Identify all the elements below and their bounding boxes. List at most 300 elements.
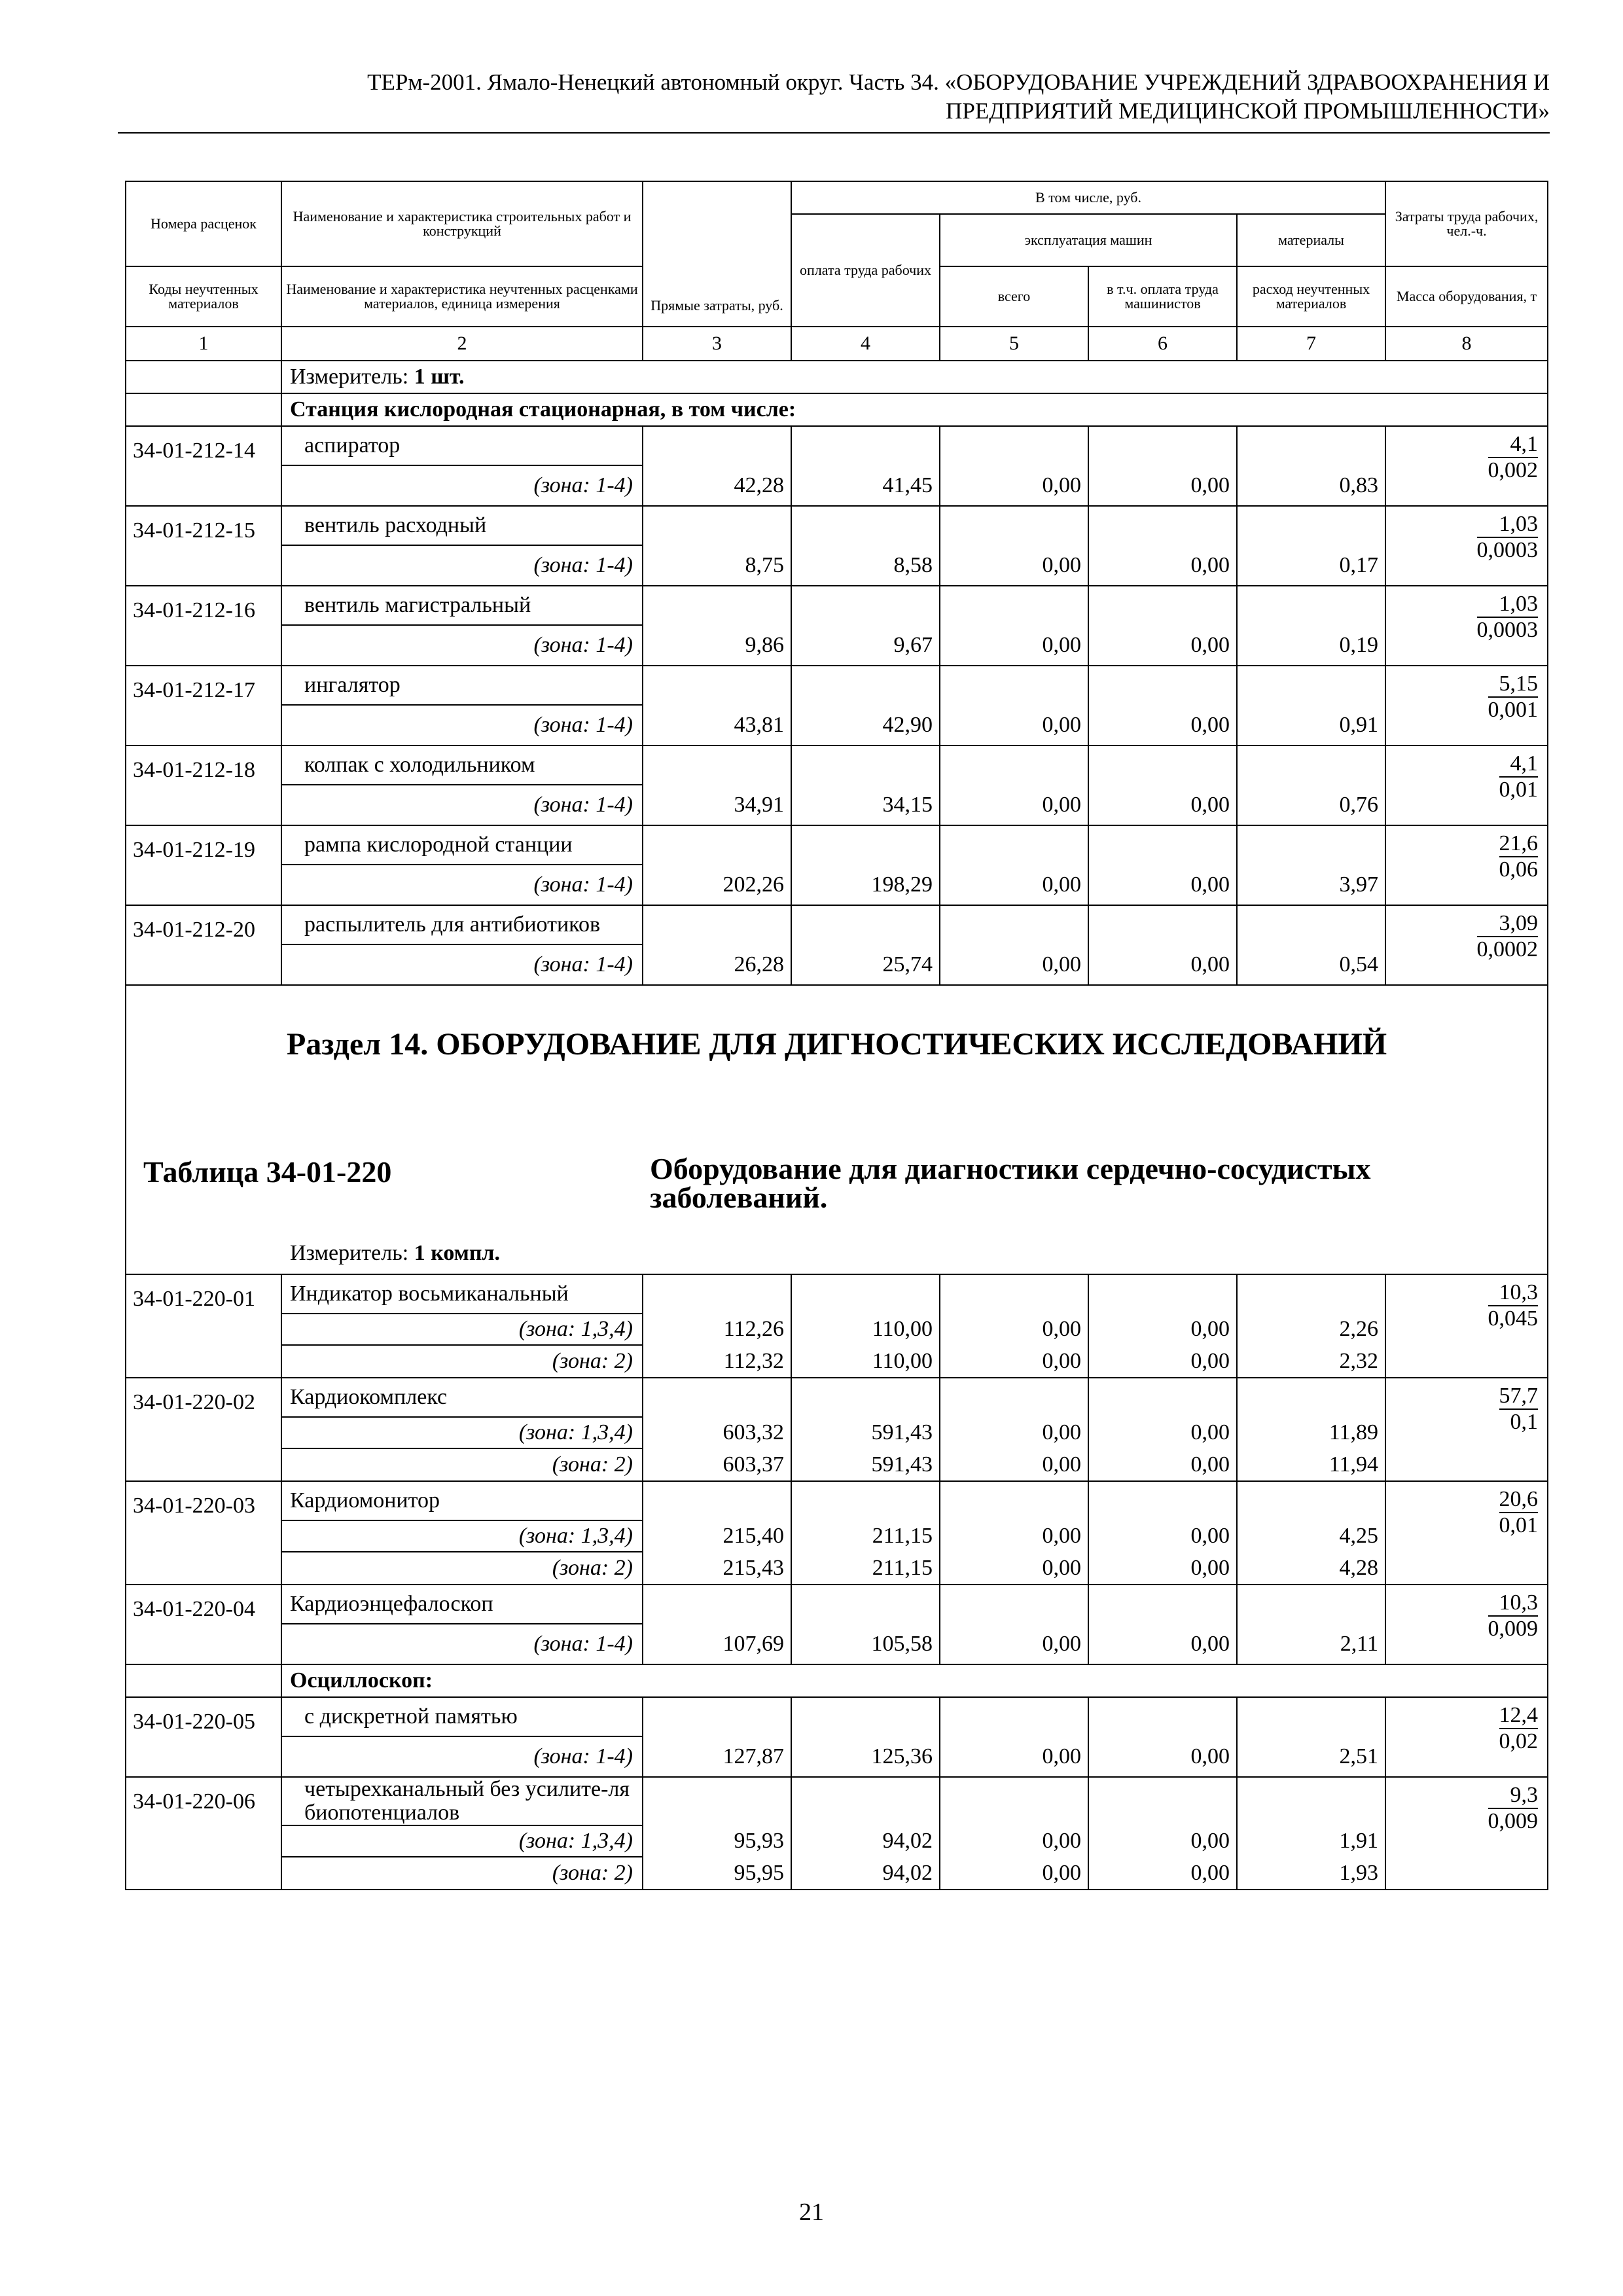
value-v6: 0,00	[1088, 1448, 1237, 1481]
mass-value: 0,045	[1488, 1306, 1539, 1331]
empty-cell	[940, 586, 1088, 625]
value-v3: 215,43	[643, 1552, 791, 1585]
labor-mass-cell	[1385, 825, 1548, 905]
value-v3: 603,32	[643, 1417, 791, 1448]
value-v4: 125,36	[791, 1736, 940, 1777]
table-number: Таблица 34-01-220	[143, 1155, 392, 1189]
empty-cell	[1237, 1481, 1385, 1520]
zone-label: (зона: 1,3,4)	[281, 1417, 643, 1448]
value-v4: 211,15	[791, 1520, 940, 1552]
col-header-2a: Наименование и характеристика строительных работ и конструкций	[281, 181, 643, 266]
group-row	[126, 393, 1548, 426]
zone-label: (зона: 1-4)	[281, 705, 643, 745]
value-v5: 0,00	[940, 1448, 1088, 1481]
zone-label: (зона: 1-4)	[281, 944, 643, 985]
col-header-7: расход неучтенных материалов	[1237, 266, 1385, 327]
labor-value: 3,09	[1499, 911, 1539, 935]
mass-value: 0,009	[1488, 1809, 1539, 1833]
value-v7: 3,97	[1237, 865, 1385, 905]
rate-code: 34-01-212-16	[126, 586, 281, 666]
rate-name: с дискретной памятью	[281, 1697, 643, 1736]
zone-row	[126, 1857, 1548, 1890]
value-v4: 42,90	[791, 705, 940, 745]
col-number: 7	[1237, 327, 1385, 361]
empty-cell	[1088, 666, 1237, 705]
value-v3: 107,69	[643, 1624, 791, 1664]
labor-mass-fraction	[1477, 592, 1539, 643]
mass-value: 0,01	[1499, 778, 1539, 802]
rate-code: 34-01-212-17	[126, 666, 281, 745]
rate-row	[126, 506, 1548, 545]
value-v4: 591,43	[791, 1417, 940, 1448]
rate-name: аспиратор	[281, 426, 643, 465]
empty-cell	[643, 1585, 791, 1624]
value-v3: 8,75	[643, 545, 791, 586]
group-title: Станция кислородная стационарная, в том числе:	[281, 393, 1548, 426]
col-header-incl: В том числе, руб.	[791, 181, 1385, 214]
labor-mass-cell	[1385, 905, 1548, 985]
empty-cell	[940, 426, 1088, 465]
empty-cell	[791, 586, 940, 625]
value-v7: 0,17	[1237, 545, 1385, 586]
rate-code: 34-01-220-04	[126, 1585, 281, 1664]
labor-mass-cell	[1385, 586, 1548, 666]
value-v6: 0,00	[1088, 1857, 1237, 1890]
empty-cell	[791, 1697, 940, 1736]
col-header-1b: Коды неучтенных материалов	[126, 266, 281, 327]
page-number: 21	[799, 2198, 824, 2226]
value-v3: 215,40	[643, 1520, 791, 1552]
empty-cell	[940, 666, 1088, 705]
meter-value: 1 шт.	[414, 365, 465, 389]
value-v7: 0,54	[1237, 944, 1385, 985]
rate-name: вентиль магистральный	[281, 586, 643, 625]
labor-mass-fraction	[1488, 1783, 1539, 1834]
value-v3: 42,28	[643, 465, 791, 506]
rate-row	[126, 1697, 1548, 1736]
rate-code: 34-01-212-18	[126, 745, 281, 825]
value-v7: 2,51	[1237, 1736, 1385, 1777]
labor-value: 20,6	[1499, 1487, 1539, 1511]
col-header-1a: Номера расценок	[126, 181, 281, 266]
zone-row	[126, 865, 1548, 905]
empty-cell	[940, 905, 1088, 944]
col-header-5: всего	[940, 266, 1088, 327]
value-v6: 0,00	[1088, 1736, 1237, 1777]
col-header-labor: Затраты труда рабочих, чел.-ч.	[1385, 181, 1548, 266]
value-v4: 34,15	[791, 785, 940, 825]
value-v7: 4,25	[1237, 1520, 1385, 1552]
value-v6: 0,00	[1088, 1314, 1237, 1345]
empty-cell	[791, 905, 940, 944]
empty-cell	[643, 825, 791, 865]
zone-row	[126, 1417, 1548, 1448]
value-v5: 0,00	[940, 625, 1088, 666]
col-number: 2	[281, 327, 643, 361]
value-v7: 0,19	[1237, 625, 1385, 666]
rate-name: вентиль расходный	[281, 506, 643, 545]
mass-value: 0,06	[1499, 857, 1539, 882]
value-v6: 0,00	[1088, 1825, 1237, 1857]
rate-row	[126, 825, 1548, 865]
labor-value: 12,4	[1499, 1703, 1539, 1727]
header-line-2: ПРЕДПРИЯТИЙ МЕДИЦИНСКОЙ ПРОМЫШЛЕННОСТИ»	[946, 98, 1550, 124]
empty-cell	[791, 426, 940, 465]
labor-value: 5,15	[1499, 672, 1539, 696]
meter-label: Измеритель:	[290, 365, 409, 389]
rate-name: Кардиокомплекс	[281, 1378, 643, 1417]
rate-row	[126, 1585, 1548, 1624]
mass-value: 0,002	[1488, 458, 1539, 482]
zone-label: (зона: 1-4)	[281, 785, 643, 825]
zone-row	[126, 625, 1548, 666]
labor-mass-cell	[1385, 1481, 1548, 1585]
col-header-4: оплата труда рабочих	[791, 214, 940, 327]
value-v6: 0,00	[1088, 705, 1237, 745]
labor-value: 1,03	[1499, 512, 1539, 536]
rate-name: Кардиоэнцефалоскоп	[281, 1585, 643, 1624]
rate-name: ингалятор	[281, 666, 643, 705]
rate-code: 34-01-212-19	[126, 825, 281, 905]
rate-row	[126, 1378, 1548, 1417]
zone-label: (зона: 1,3,4)	[281, 1825, 643, 1857]
value-v7: 2,11	[1237, 1624, 1385, 1664]
empty-cell	[791, 1378, 940, 1417]
value-v4: 591,43	[791, 1448, 940, 1481]
empty-cell	[1237, 586, 1385, 625]
labor-mass-cell	[1385, 426, 1548, 506]
value-v7: 0,83	[1237, 465, 1385, 506]
empty-cell	[1237, 506, 1385, 545]
empty-cell	[940, 1378, 1088, 1417]
header-line-1: ТЕРм-2001. Ямало-Ненецкий автономный округ. Часть 34. «ОБОРУДОВАНИЕ УЧРЕЖДЕНИЙ ЗДРАВООХРАНЕНИЯ И	[367, 69, 1550, 95]
labor-value: 1,03	[1499, 592, 1539, 616]
empty-cell	[791, 745, 940, 785]
labor-mass-fraction	[1499, 831, 1539, 882]
value-v5: 0,00	[940, 1857, 1088, 1890]
col-number: 1	[126, 327, 281, 361]
rate-row	[126, 905, 1548, 944]
value-v3: 9,86	[643, 625, 791, 666]
value-v4: 9,67	[791, 625, 940, 666]
rate-code: 34-01-220-06	[126, 1777, 281, 1890]
empty-cell	[1237, 745, 1385, 785]
value-v7: 2,26	[1237, 1314, 1385, 1345]
empty-cell	[1237, 666, 1385, 705]
rate-code: 34-01-212-14	[126, 426, 281, 506]
value-v4: 110,00	[791, 1314, 940, 1345]
labor-mass-fraction	[1488, 432, 1539, 483]
value-v4: 8,58	[791, 545, 940, 586]
value-v4: 105,58	[791, 1624, 940, 1664]
zone-label: (зона: 1-4)	[281, 865, 643, 905]
table-body	[126, 181, 1548, 1890]
value-v4: 25,74	[791, 944, 940, 985]
rate-row	[126, 1274, 1548, 1314]
zone-label: (зона: 1-4)	[281, 625, 643, 666]
zone-row	[126, 545, 1548, 586]
zone-row	[126, 1520, 1548, 1552]
empty-cell	[1088, 1697, 1237, 1736]
meter-value: 1 компл.	[414, 1241, 501, 1265]
section-row	[126, 985, 1548, 1274]
mass-value: 0,1	[1499, 1408, 1539, 1435]
empty-cell	[643, 506, 791, 545]
labor-value: 10,3	[1499, 1590, 1539, 1615]
rate-code: 34-01-220-05	[126, 1697, 281, 1777]
value-v5: 0,00	[940, 1345, 1088, 1378]
zone-row	[126, 785, 1548, 825]
labor-mass-cell	[1385, 745, 1548, 825]
zone-label: (зона: 2)	[281, 1448, 643, 1481]
empty-cell	[1088, 1378, 1237, 1417]
rate-name: распылитель для антибиотиков	[281, 905, 643, 944]
value-v4: 198,29	[791, 865, 940, 905]
rate-code: 34-01-212-15	[126, 506, 281, 586]
value-v5: 0,00	[940, 1314, 1088, 1345]
empty-cell	[791, 825, 940, 865]
labor-value: 10,3	[1499, 1280, 1539, 1304]
empty-cell	[791, 506, 940, 545]
value-v4: 94,02	[791, 1857, 940, 1890]
empty-cell	[1237, 905, 1385, 944]
empty-cell	[643, 666, 791, 705]
zone-label: (зона: 1-4)	[281, 465, 643, 506]
section-title: Раздел 14. ОБОРУДОВАНИЕ ДЛЯ ДИГНОСТИЧЕСКИХ ИССЛЕДОВАНИЙ	[286, 1027, 1387, 1062]
value-v3: 34,91	[643, 785, 791, 825]
value-v3: 127,87	[643, 1736, 791, 1777]
labor-mass-fraction	[1488, 672, 1539, 723]
rate-row	[126, 666, 1548, 705]
labor-mass-cell	[1385, 1274, 1548, 1378]
labor-value: 57,7	[1499, 1384, 1539, 1408]
value-v6: 0,00	[1088, 1624, 1237, 1664]
zone-label: (зона: 1,3,4)	[281, 1314, 643, 1345]
labor-mass-cell	[1385, 1777, 1548, 1890]
value-v3: 26,28	[643, 944, 791, 985]
value-v5: 0,00	[940, 865, 1088, 905]
empty-cell	[940, 1585, 1088, 1624]
rate-row	[126, 426, 1548, 465]
zone-row	[126, 1825, 1548, 1857]
col-number: 8	[1385, 327, 1548, 361]
empty-cell	[1237, 825, 1385, 865]
empty-cell	[940, 1697, 1088, 1736]
empty-cell	[1088, 745, 1237, 785]
labor-mass-cell	[1385, 666, 1548, 745]
rate-row	[126, 745, 1548, 785]
col-number: 5	[940, 327, 1088, 361]
value-v3: 95,93	[643, 1825, 791, 1857]
col-header-machines: эксплуатация машин	[940, 214, 1237, 266]
empty-cell	[940, 825, 1088, 865]
meter-line-2	[290, 1241, 500, 1266]
empty-cell	[643, 1777, 791, 1825]
zone-row	[126, 1552, 1548, 1585]
mass-value: 0,0002	[1476, 937, 1539, 961]
empty-cell	[1237, 1777, 1385, 1825]
labor-value: 4,1	[1510, 751, 1539, 776]
zone-row	[126, 944, 1548, 985]
col-number: 6	[1088, 327, 1237, 361]
zone-label: (зона: 1-4)	[281, 545, 643, 586]
zone-row	[126, 1736, 1548, 1777]
value-v6: 0,00	[1088, 865, 1237, 905]
empty-cell	[940, 1777, 1088, 1825]
value-v7: 4,28	[1237, 1552, 1385, 1585]
labor-mass-cell	[1385, 506, 1548, 586]
value-v6: 0,00	[1088, 1345, 1237, 1378]
rate-row	[126, 1481, 1548, 1520]
labor-mass-cell	[1385, 1585, 1548, 1664]
col-header-6: в т.ч. оплата труда машинистов	[1088, 266, 1237, 327]
section-cell	[126, 985, 1548, 1274]
value-v3: 112,26	[643, 1314, 791, 1345]
value-v5: 0,00	[940, 1552, 1088, 1585]
empty-cell	[1237, 426, 1385, 465]
empty-cell	[1088, 905, 1237, 944]
value-v5: 0,00	[940, 545, 1088, 586]
labor-value: 9,3	[1510, 1783, 1539, 1807]
rate-name: колпак с холодильником	[281, 745, 643, 785]
rate-name: четырехканальный без усилите-ля биопотенциалов	[281, 1777, 643, 1825]
value-v7: 1,91	[1237, 1825, 1385, 1857]
col-header-3: Прямые затраты, руб.	[643, 181, 791, 327]
value-v4: 41,45	[791, 465, 940, 506]
empty-cell	[1237, 1697, 1385, 1736]
zone-row	[126, 465, 1548, 506]
zone-label: (зона: 2)	[281, 1345, 643, 1378]
meter-row	[126, 361, 1548, 393]
empty-cell	[643, 745, 791, 785]
value-v6: 0,00	[1088, 625, 1237, 666]
labor-mass-fraction	[1499, 751, 1539, 802]
col-header-8: Масса оборудования, т	[1385, 266, 1548, 327]
empty-cell	[791, 666, 940, 705]
mass-value: 0,0003	[1476, 618, 1539, 642]
empty-cell	[643, 426, 791, 465]
rate-name: Индикатор восьмиканальный	[281, 1274, 643, 1314]
value-v5: 0,00	[940, 1417, 1088, 1448]
labor-mass-fraction	[1477, 512, 1539, 563]
mass-value: 0,01	[1499, 1513, 1539, 1537]
empty-cell	[940, 1274, 1088, 1314]
value-v7: 2,32	[1237, 1345, 1385, 1378]
empty-cell	[940, 506, 1088, 545]
value-v3: 95,95	[643, 1857, 791, 1890]
rate-name: Кардиомонитор	[281, 1481, 643, 1520]
value-v3: 112,32	[643, 1345, 791, 1378]
value-v4: 211,15	[791, 1552, 940, 1585]
labor-mass-fraction	[1477, 911, 1539, 962]
labor-value: 4,1	[1510, 432, 1539, 456]
value-v7: 11,94	[1237, 1448, 1385, 1481]
empty-cell	[1088, 1481, 1237, 1520]
value-v3: 603,37	[643, 1448, 791, 1481]
empty-cell	[643, 905, 791, 944]
col-header-2b: Наименование и характеристика неучтенных расценками материалов, единица измерения	[281, 266, 643, 327]
empty-cell	[643, 1378, 791, 1417]
empty-cell	[1088, 825, 1237, 865]
empty-cell	[1088, 586, 1237, 625]
labor-mass-cell	[1385, 1697, 1548, 1777]
empty-cell	[1088, 506, 1237, 545]
col-number: 3	[643, 327, 791, 361]
empty-cell	[791, 1777, 940, 1825]
rates-table	[125, 181, 1548, 1890]
value-v6: 0,00	[1088, 1552, 1237, 1585]
empty-cell	[791, 1481, 940, 1520]
labor-mass-fraction	[1488, 1280, 1539, 1331]
empty-cell	[1237, 1585, 1385, 1624]
zone-row	[126, 1345, 1548, 1378]
rate-name: рампа кислородной станции	[281, 825, 643, 865]
value-v4: 94,02	[791, 1825, 940, 1857]
value-v7: 0,91	[1237, 705, 1385, 745]
value-v5: 0,00	[940, 705, 1088, 745]
value-v5: 0,00	[940, 785, 1088, 825]
empty-cell	[643, 1274, 791, 1314]
value-v5: 0,00	[940, 1736, 1088, 1777]
empty-cell	[940, 745, 1088, 785]
value-v5: 0,00	[940, 465, 1088, 506]
empty-cell	[1088, 1585, 1237, 1624]
labor-mass-cell	[1385, 1378, 1548, 1481]
mass-value: 0,0003	[1476, 538, 1539, 562]
group-row-osc	[126, 1664, 1548, 1697]
zone-label: (зона: 2)	[281, 1552, 643, 1585]
labor-mass-fraction	[1499, 1487, 1539, 1538]
value-v6: 0,00	[1088, 465, 1237, 506]
empty-cell	[1088, 426, 1237, 465]
mass-value: 0,009	[1488, 1617, 1539, 1641]
labor-mass-fraction	[1499, 1703, 1539, 1754]
value-v3: 43,81	[643, 705, 791, 745]
value-v3: 202,26	[643, 865, 791, 905]
empty-cell	[1088, 1777, 1237, 1825]
zone-row	[126, 1624, 1548, 1664]
col-header-materials: материалы	[1237, 214, 1385, 266]
zone-row	[126, 1314, 1548, 1345]
rate-row	[126, 586, 1548, 625]
col-number: 4	[791, 327, 940, 361]
running-header	[118, 68, 1550, 134]
empty-cell	[643, 586, 791, 625]
labor-value: 21,6	[1499, 831, 1539, 855]
value-v4: 110,00	[791, 1345, 940, 1378]
mass-value: 0,001	[1488, 698, 1539, 722]
mass-value: 0,02	[1499, 1729, 1539, 1753]
empty-cell	[643, 1697, 791, 1736]
rate-code: 34-01-220-02	[126, 1378, 281, 1481]
rate-row	[126, 1777, 1548, 1825]
empty-cell	[1237, 1274, 1385, 1314]
empty-cell	[791, 1274, 940, 1314]
value-v5: 0,00	[940, 1520, 1088, 1552]
value-v7: 11,89	[1237, 1417, 1385, 1448]
value-v5: 0,00	[940, 1624, 1088, 1664]
labor-mass-fraction	[1488, 1590, 1539, 1641]
group-title-osc: Осциллоскоп:	[281, 1664, 1548, 1697]
value-v7: 1,93	[1237, 1857, 1385, 1890]
value-v5: 0,00	[940, 944, 1088, 985]
value-v5: 0,00	[940, 1825, 1088, 1857]
rate-code: 34-01-220-01	[126, 1274, 281, 1378]
zone-label: (зона: 1-4)	[281, 1736, 643, 1777]
empty-cell	[1088, 1274, 1237, 1314]
column-numbers-row	[126, 327, 1548, 361]
value-v6: 0,00	[1088, 944, 1237, 985]
